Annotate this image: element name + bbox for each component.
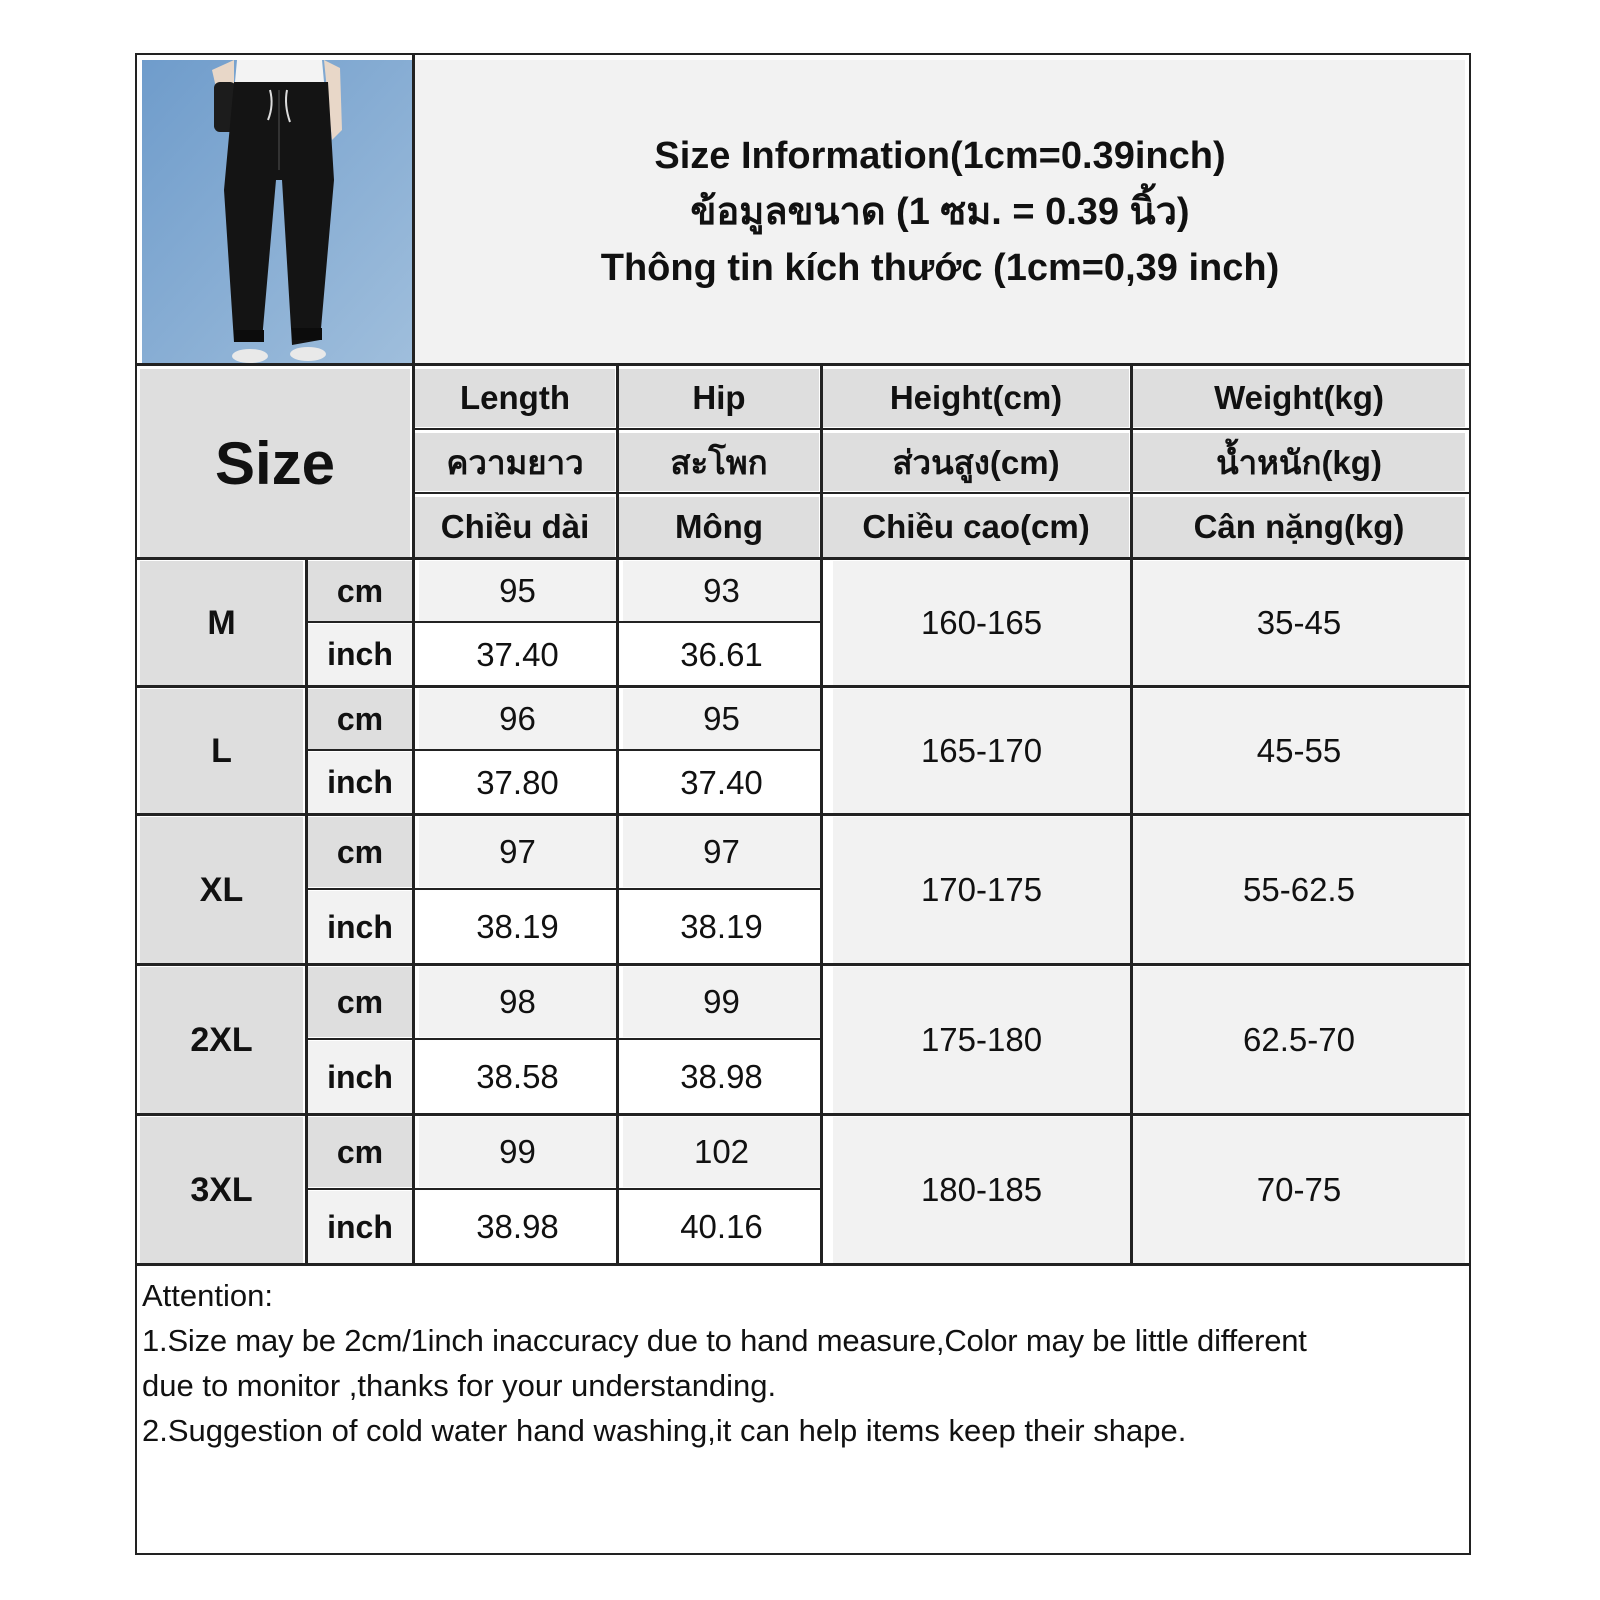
hip-cm-3xl: 102 [623, 1117, 820, 1187]
divider [137, 363, 1469, 366]
unit-inch: inch [308, 891, 412, 963]
divider [305, 1188, 823, 1190]
divider [137, 813, 1469, 816]
hip-inch-2xl: 38.98 [623, 1041, 820, 1113]
notes-line: 2.Suggestion of cold water hand washing,it can help items keep their shape. [142, 1413, 1187, 1448]
unit-inch: inch [308, 624, 412, 685]
hip-cm-m: 93 [623, 561, 820, 621]
unit-cm: cm [308, 689, 412, 749]
title-vietnamese: Thông tin kích thước (1cm=0,39 inch) [600, 246, 1280, 289]
hip-cm-l: 95 [623, 689, 820, 749]
header-hip-en: Hip [619, 369, 819, 427]
header-length-th: ความยาว [415, 433, 615, 491]
header-weight-en: Weight(kg) [1133, 369, 1465, 427]
height-l: 165-170 [833, 689, 1130, 813]
unit-cm: cm [308, 967, 412, 1037]
header-height-en: Height(cm) [823, 369, 1129, 427]
unit-cm: cm [308, 1117, 412, 1187]
size-chart [135, 53, 1471, 1555]
divider [137, 1263, 1469, 1266]
height-3xl: 180-185 [833, 1117, 1130, 1263]
weight-3xl: 70-75 [1133, 1117, 1465, 1263]
length-inch-3xl: 38.98 [419, 1191, 616, 1263]
hip-cm-xl: 97 [623, 817, 820, 887]
hip-inch-3xl: 40.16 [623, 1191, 820, 1263]
divider [305, 621, 823, 623]
pants-illustration [142, 60, 412, 363]
divider [137, 557, 1469, 560]
length-inch-m: 37.40 [419, 624, 616, 685]
length-inch-xl: 38.19 [419, 891, 616, 963]
header-weight-vi: Cân nặng(kg) [1133, 497, 1465, 557]
divider [305, 888, 823, 890]
size-header: Size [140, 369, 410, 557]
hip-cm-2xl: 99 [623, 967, 820, 1037]
weight-2xl: 62.5-70 [1133, 967, 1465, 1113]
notes-line: due to monitor ,thanks for your understanding. [142, 1368, 777, 1403]
header-height-vi: Chiều cao(cm) [823, 497, 1129, 557]
unit-cm: cm [308, 817, 412, 887]
divider [137, 1113, 1469, 1116]
size-label-l: L [140, 689, 303, 813]
hip-inch-m: 36.61 [623, 624, 820, 685]
length-cm-2xl: 98 [419, 967, 616, 1037]
length-cm-xl: 97 [419, 817, 616, 887]
size-label-3xl: 3XL [140, 1117, 303, 1263]
length-cm-m: 95 [419, 561, 616, 621]
title-thai: ข้อมูลขนาด (1 ซม. = 0.39 นิ้ว) [690, 190, 1190, 233]
unit-cm: cm [308, 561, 412, 621]
length-cm-3xl: 99 [419, 1117, 616, 1187]
unit-inch: inch [308, 1041, 412, 1113]
hip-inch-xl: 38.19 [623, 891, 820, 963]
weight-xl: 55-62.5 [1133, 817, 1465, 963]
size-label-2xl: 2XL [140, 967, 303, 1113]
divider [413, 492, 1469, 494]
header-height-th: ส่วนสูง(cm) [823, 433, 1129, 491]
height-xl: 170-175 [833, 817, 1130, 963]
divider [413, 428, 1469, 430]
divider [305, 749, 823, 751]
weight-l: 45-55 [1133, 689, 1465, 813]
unit-inch: inch [308, 752, 412, 813]
weight-m: 35-45 [1133, 561, 1465, 685]
product-photo [142, 60, 412, 363]
notes-line: 1.Size may be 2cm/1inch inaccuracy due to hand measure,Color may be little different [142, 1323, 1307, 1358]
length-cm-l: 96 [419, 689, 616, 749]
title-english: Size Information(1cm=0.39inch) [654, 134, 1226, 177]
header-hip-th: สะโพก [619, 433, 819, 491]
header-length-vi: Chiều dài [415, 497, 615, 557]
title-block [415, 60, 1465, 363]
height-2xl: 175-180 [833, 967, 1130, 1113]
size-label-xl: XL [140, 817, 303, 963]
divider [137, 685, 1469, 688]
header-length-en: Length [415, 369, 615, 427]
length-inch-2xl: 38.58 [419, 1041, 616, 1113]
divider [305, 1038, 823, 1040]
header-weight-th: น้ำหนัก(kg) [1133, 433, 1465, 491]
length-inch-l: 37.80 [419, 752, 616, 813]
hip-inch-l: 37.40 [623, 752, 820, 813]
notes-heading: Attention: [142, 1278, 273, 1313]
attention-notes [142, 1273, 1462, 1453]
size-label-m: M [140, 561, 303, 685]
divider [137, 963, 1469, 966]
height-m: 160-165 [833, 561, 1130, 685]
unit-inch: inch [308, 1191, 412, 1263]
header-hip-vi: Mông [619, 497, 819, 557]
